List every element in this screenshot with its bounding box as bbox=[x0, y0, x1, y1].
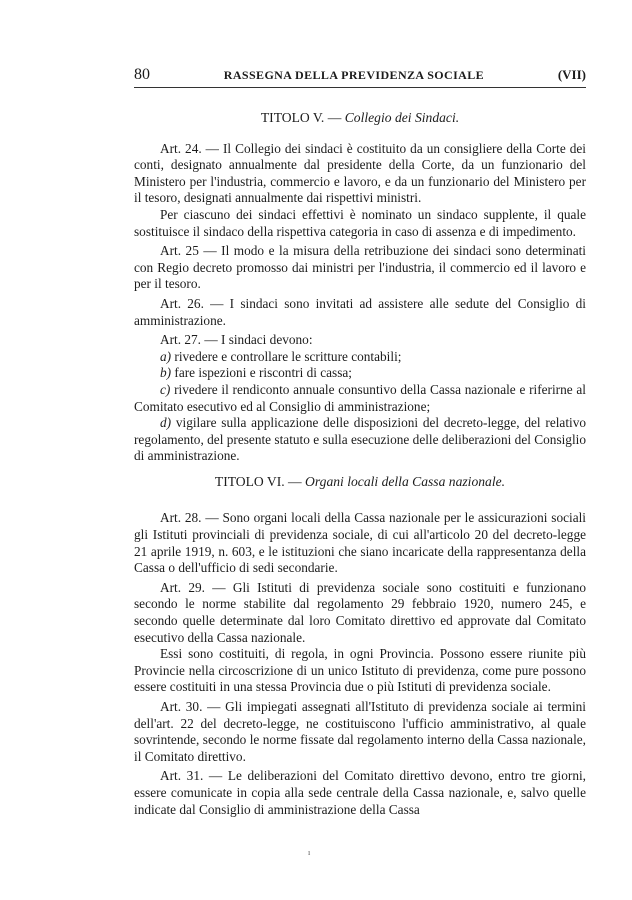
article-27-item-c bbox=[134, 382, 586, 415]
item-text: rivedere il rendiconto annuale consuntivo della Cassa nazionale e riferirne al Comitato esecutivo ed al Consiglio di amministrazione; bbox=[134, 381, 586, 414]
article-27-item-b bbox=[134, 365, 586, 382]
page-number: 80 bbox=[134, 66, 150, 83]
article-31: Art. 31. — Le deliberazioni del Comitato direttivo devono, entro tre giorni, essere comunicate in copia alla sede centrale della Cassa nazionale, e, salvo quelle indicate dal Consiglio di amministrazione della Cassa bbox=[134, 768, 586, 817]
item-letter: a) bbox=[160, 348, 172, 364]
item-letter: d) bbox=[160, 415, 172, 431]
article-24-paragraph-1: Art. 24. — Il Collegio dei sindaci è costituito da un consigliere della Corte dei conti, designato annualmente dal presidente della Corte, da un funzionario del Ministero per l'industria, commercio e lavoro, e da un funzionario del Ministero per il tesoro, designati annualmente dai rispettivi ministri. bbox=[134, 140, 586, 206]
heading-label: TITOLO VI. — bbox=[214, 473, 302, 489]
article-27-intro: Art. 27. — I sindaci devono: bbox=[160, 332, 313, 348]
running-title: RASSEGNA DELLA PREVIDENZA SOCIALE bbox=[223, 68, 485, 82]
heading-name: Collegio dei Sindaci. bbox=[344, 110, 460, 125]
section-heading-titolo-vi bbox=[134, 474, 586, 491]
article-27-item-d bbox=[134, 415, 586, 465]
article-29-paragraph-1: Art. 29. — Gli Istituti di previdenza sociale sono costituiti e funzionano secondo le norme stabilite dal regolamento 29 febbraio 1920, numero 245, e secondo quelle determinate dal loro Comitato direttivo ed approvate dal Comitato esecutivo della Cassa nazionale. bbox=[134, 579, 586, 645]
item-letter: c) bbox=[160, 381, 171, 397]
volume-label: (VII) bbox=[557, 67, 586, 82]
heading-label: TITOLO V. — bbox=[260, 110, 342, 125]
article-29-paragraph-2: Essi sono costituiti, di regola, in ogni Provincia. Possono essere riunite più Provincie nella circoscrizione di un unico Istituto di previdenza, come pure possono essere costituiti in una stessa Provincia due o più Istituti di previdenza sociale. bbox=[134, 646, 586, 695]
item-text: fare ispezioni e riscontri di cassa; bbox=[174, 365, 352, 381]
heading-name: Organi locali della Cassa nazionale. bbox=[305, 473, 506, 489]
article-26: Art. 26. — I sindaci sono invitati ad assistere alle sedute del Consiglio di amministrazione. bbox=[134, 295, 586, 328]
footer-mark: ı bbox=[308, 848, 311, 857]
page-header bbox=[134, 66, 586, 88]
article-24-paragraph-2: Per ciascuno dei sindaci effettivi è nominato un sindaco supplente, il quale sostituisce il sindaco della rispettiva categoria in caso di assenza e di impedimento. bbox=[134, 206, 586, 239]
item-letter: b) bbox=[160, 365, 172, 381]
section-heading-titolo-v bbox=[134, 110, 586, 127]
page-body bbox=[134, 104, 586, 818]
item-text: vigilare sulla applicazione delle disposizioni del decreto-legge, del relativo regolamento, del presente statuto e sulla esecuzione delle deliberazioni del Consiglio di amministrazione. bbox=[134, 415, 586, 464]
article-28: Art. 28. — Sono organi locali della Cassa nazionale per le assicurazioni sociali gli Istituti provinciali di previdenza sociale, di cui all'articolo 20 del decreto-legge 21 aprile 1919, n. 603, e le istituzioni che siano incaricate della rappresentanza della Cassa o dell'ufficio di sedi secondarie. bbox=[134, 510, 586, 576]
article-30: Art. 30. — Gli impiegati assegnati all'Istituto di previdenza sociale ai termini dell'art. 22 del decreto-legge, ne costituiscono l'ufficio amministrativo, al quale sovrintende, secondo le norme fissate dal regolamento interno della Cassa nazionale, il Comitato direttivo. bbox=[134, 699, 586, 764]
item-text: rivedere e controllare le scritture contabili; bbox=[174, 348, 402, 364]
article-27-item-a bbox=[134, 349, 586, 366]
article-25: Art. 25 — Il modo e la misura della retribuzione dei sindaci sono determinati con Regio decreto promosso dai ministri per l'industria, il commercio ed il lavoro e per il tesoro. bbox=[134, 243, 586, 292]
